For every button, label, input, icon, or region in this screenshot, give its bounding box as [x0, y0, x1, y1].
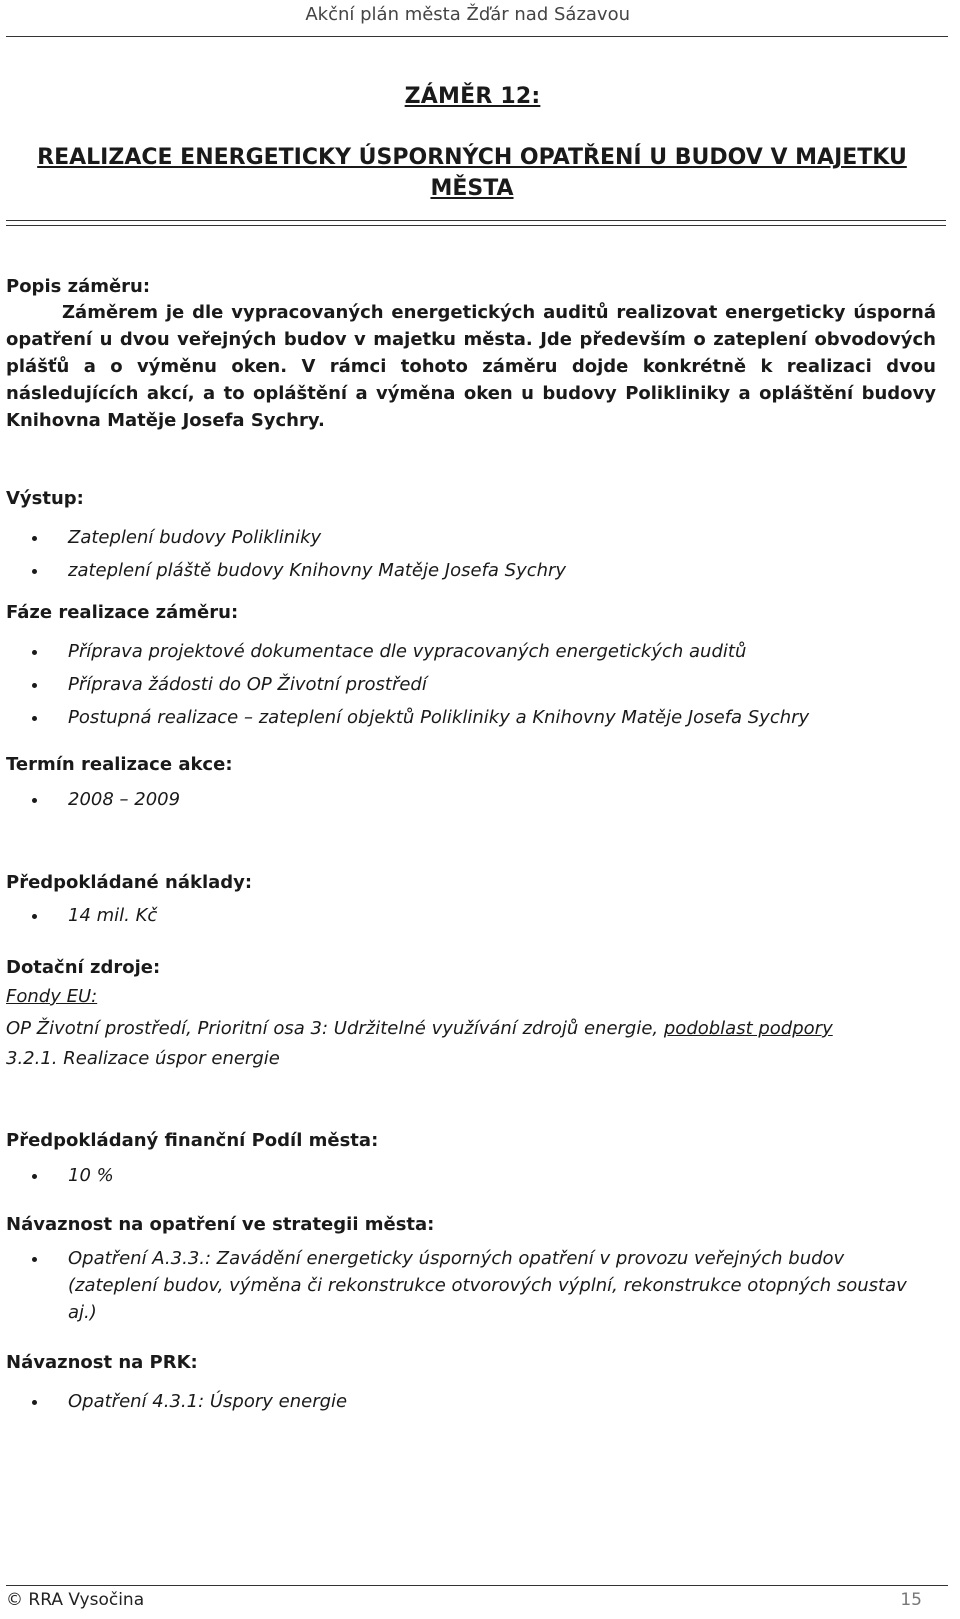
list-item: Příprava žádosti do OP Životní prostředí [6, 668, 936, 701]
list-item: Postupná realizace – zateplení objektů Polikliniky a Knihovny Matěje Josefa Sychry [6, 701, 936, 734]
section-heading: Předpokládaný finanční Podíl města: [6, 1130, 379, 1151]
section-vystup [6, 488, 936, 587]
section-naklady [6, 872, 936, 932]
phase-list [6, 635, 936, 734]
section-heading: Předpokládané náklady: [6, 872, 253, 893]
prk-list [6, 1385, 936, 1418]
section-zdroje [6, 957, 936, 1074]
header-divider [6, 36, 948, 37]
description-paragraph: Záměrem je dle vypracovaných energetických auditů realizovat energeticky úsporná opatření u dvou veřejných budov v majetku města. Jde především o zateplení obvodových plášťů a o výměnu oken. V rámci tohoto záměru dojde konkrétně k realizaci dvou následujících akcí, a to opláštění a výměna oken u budovy Polikliniky a opláštění budovy Knihovna Matěje Josefa Sychry. [6, 302, 936, 431]
page-title: ZÁMĚR 12: [404, 84, 541, 109]
list-item: Opatření A.3.3.: Zavádění energeticky úsporných opatření v provozu veřejných budov (zateplení budov, výměna či rekonstrukce otvorových výplní, rekonstrukce otopných soustav aj.) [6, 1245, 936, 1326]
page-number: 15 [900, 1590, 922, 1610]
section-heading: Návaznost na PRK: [6, 1352, 198, 1373]
funds-subarea: podoblast podpory [663, 1018, 833, 1039]
section-heading: Termín realizace akce: [6, 754, 233, 775]
term-list [6, 783, 936, 816]
funds-text: OP Životní prostředí, Prioritní osa 3: Udržitelné využívání zdrojů energie, [6, 1018, 664, 1039]
section-navaznost-strategie [6, 1214, 936, 1326]
funds-line-2: 3.2.1. Realizace úspor energie [6, 1048, 280, 1069]
output-list [6, 521, 936, 587]
section-faze [6, 602, 936, 734]
list-item: Zateplení budovy Polikliniky [6, 521, 936, 554]
section-termin [6, 754, 936, 816]
section-heading: Návaznost na opatření ve strategii města: [6, 1214, 435, 1235]
footer-copyright: © RRA Vysočina [6, 1590, 145, 1610]
section-heading: Výstup: [6, 488, 84, 509]
list-item: zateplení pláště budovy Knihovny Matěje Josefa Sychry [6, 554, 936, 587]
section-heading: Fáze realizace záměru: [6, 602, 239, 623]
strategy-list [6, 1245, 936, 1326]
list-item: Opatření 4.3.1: Úspory energie [6, 1385, 936, 1418]
footer-divider [6, 1585, 948, 1586]
section-heading: Dotační zdroje: [6, 957, 161, 978]
section-navaznost-prk [6, 1352, 936, 1418]
page-subtitle: REALIZACE ENERGETICKY ÚSPORNÝCH OPATŘENÍ U BUDOV V MAJETKU MĚSTA [37, 145, 907, 201]
funds-label: Fondy EU: [6, 986, 98, 1007]
running-header: Akční plán města Žďár nad Sázavou [305, 4, 630, 25]
section-popis [6, 276, 936, 434]
list-item: 2008 – 2009 [6, 783, 936, 816]
list-item: 14 mil. Kč [6, 899, 936, 932]
share-list [6, 1159, 936, 1192]
list-item: 10 % [6, 1159, 936, 1192]
funds-line [6, 1014, 936, 1044]
section-heading: Popis záměru: [6, 276, 151, 297]
title-divider [6, 220, 946, 226]
list-item: Příprava projektové dokumentace dle vypracovaných energetických auditů [6, 635, 936, 668]
section-podil [6, 1130, 936, 1192]
cost-list [6, 899, 936, 932]
